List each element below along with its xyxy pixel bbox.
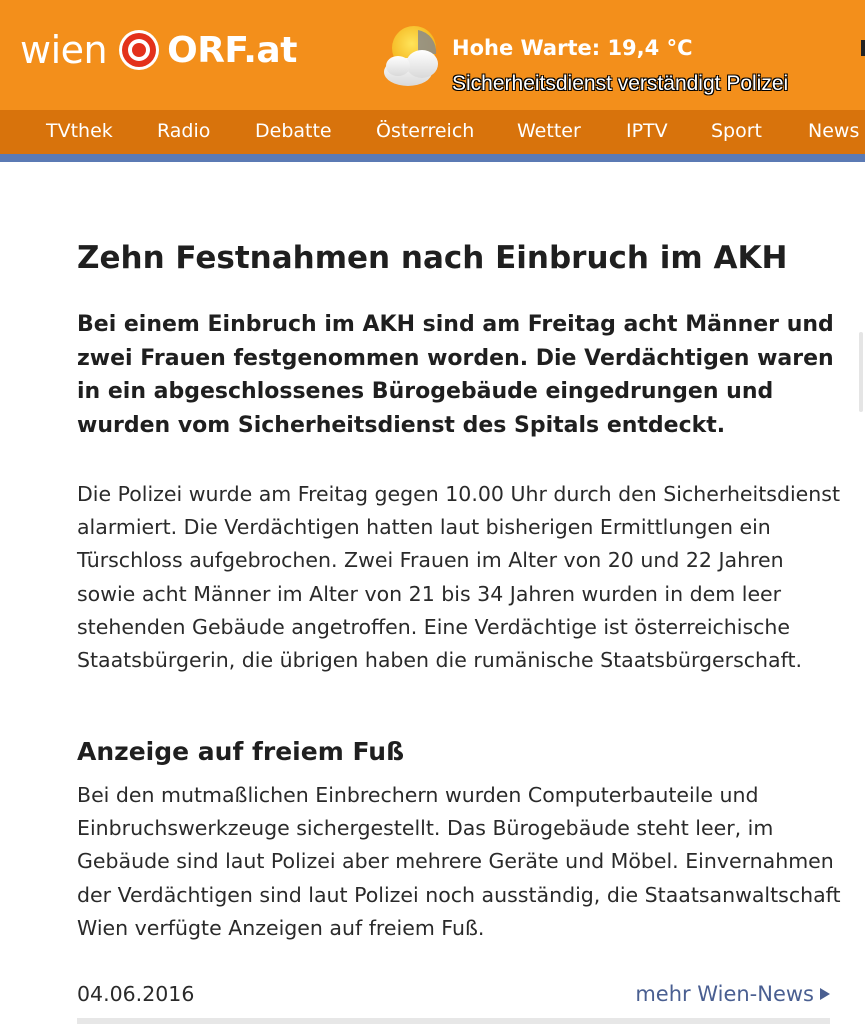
nav-item-oesterreich[interactable]: Österreich xyxy=(376,120,475,142)
nav-item-tvthek[interactable]: TVthek xyxy=(46,120,113,142)
nav-item-sport[interactable]: Sport xyxy=(711,120,763,142)
nav-item-wetter[interactable]: Wetter xyxy=(517,120,581,142)
brand-logo-link[interactable] xyxy=(20,22,297,78)
brand-wien-text: wien xyxy=(20,28,108,72)
sun-cloud-icon[interactable] xyxy=(378,24,450,92)
top-header xyxy=(0,0,865,110)
more-link-label: mehr Wien-News xyxy=(635,982,814,1006)
edge-marker xyxy=(861,40,865,56)
article-date: 04.06.2016 xyxy=(77,982,195,1006)
nav-item-iptv[interactable]: IPTV xyxy=(626,120,668,142)
nav-item-radio[interactable]: Radio xyxy=(157,120,211,142)
nav-divider xyxy=(0,154,865,162)
nav-item-debatte[interactable]: Debatte xyxy=(255,120,332,142)
article-headline: Zehn Festnahmen nach Einbruch im AKH xyxy=(77,240,788,276)
news-ticker[interactable]: Sicherheitsdienst verständigt Polizei xyxy=(452,72,789,95)
article-paragraph: Die Polizei wurde am Freitag gegen 10.00 Uhr durch den Sicherheitsdienst alarmiert. Die Verdächtigen hatten laut bisherigen Ermittlungen ein Türschloss aufgebrochen. Zwei Frauen im Alter von 20 und 22 Jahren sowie acht Männer im Alter von 21 bis 34 Jahren wurden in dem leer stehenden Gebäude angetroffen. Eine Verdächtige ist österreichische Staatsbürgerin, die übrigen haben die rumänische Staatsbürgerschaft. xyxy=(77,482,840,673)
nav-item-news[interactable]: News xyxy=(808,120,860,142)
article-content xyxy=(0,162,865,1024)
scrollbar-thumb[interactable] xyxy=(859,332,863,412)
brand-orf-text: ORF.at xyxy=(167,29,297,71)
more-wien-news-link[interactable] xyxy=(635,980,830,1008)
article-footer-rule xyxy=(77,1018,830,1024)
main-navigation xyxy=(0,110,865,154)
article-paragraph: Bei den mutmaßlichen Einbrechern wurden Computerbauteile und Einbruchswerkzeuge sichergestellt. Das Bürogebäude steht leer, im Gebäude sind laut Polizei aber mehrere Geräte und Möbel. Einvernahmen der Verdächtigen sind laut Polizei noch ausständig, die Staatsanwaltschaft Wien verfügte Anzeigen auf freiem Fuß. xyxy=(77,783,841,940)
orf-eye-logo-icon xyxy=(117,28,161,72)
article-lead: Bei einem Einbruch im AKH sind am Freitag acht Männer und zwei Frauen festgenommen worden. Die Verdächtigen waren in ein abgeschlossenes Bürogebäude eingedrungen und wurden vom Sicherheitsdienst des Spitals entdeckt. xyxy=(77,312,834,438)
triangle-right-icon xyxy=(820,988,830,1000)
article-subheading: Anzeige auf freiem Fuß xyxy=(77,737,405,766)
weather-temperature[interactable]: Hohe Warte: 19,4 °C xyxy=(452,36,693,60)
